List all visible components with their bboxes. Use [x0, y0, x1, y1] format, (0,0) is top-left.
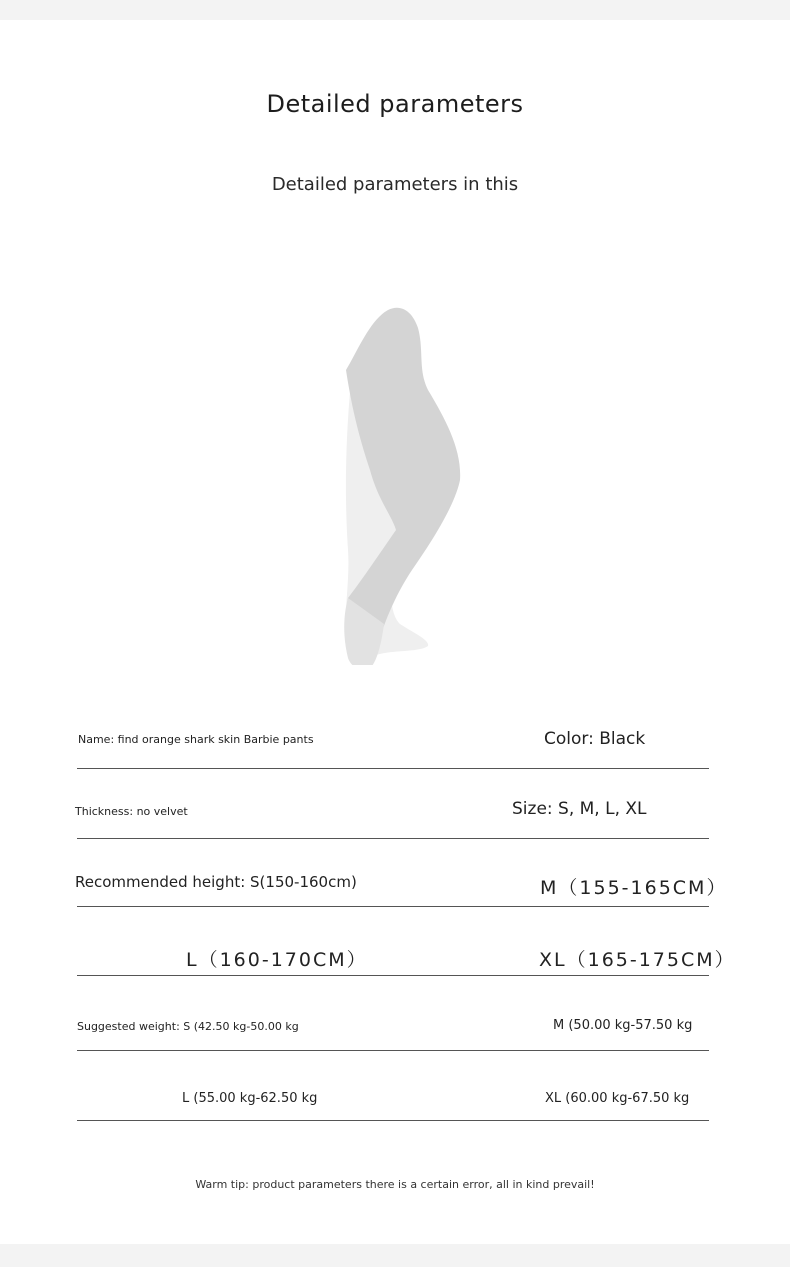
param-height-s: Recommended height: S(150-160cm): [75, 873, 357, 891]
param-height-l: L（160-170CM）: [186, 949, 368, 971]
param-thickness: Thickness: no velvet: [75, 805, 188, 818]
param-name: Name: find orange shark skin Barbie pants: [78, 733, 314, 746]
param-height-xl: XL（165-175CM）: [539, 949, 736, 971]
row-divider: [77, 906, 709, 907]
param-weight-xl: XL (60.00 kg-67.50 kg: [545, 1091, 690, 1106]
param-color: Color: Black: [544, 729, 646, 749]
param-weight-s: Suggested weight: S (42.50 kg-50.00 kg: [77, 1020, 299, 1033]
warm-tip: Warm tip: product parameters there is a certain error, all in kind prevail!: [195, 1178, 595, 1191]
param-weight-l: L (55.00 kg-62.50 kg: [182, 1091, 318, 1106]
page-title: Detailed parameters: [266, 90, 524, 118]
row-divider: [77, 838, 709, 839]
param-size: Size: S, M, L, XL: [512, 799, 647, 819]
row-divider: [77, 768, 709, 769]
row-divider: [77, 975, 709, 976]
page-subtitle: Detailed parameters in this: [271, 174, 519, 195]
row-divider: [77, 1120, 709, 1121]
param-weight-m: M (50.00 kg-57.50 kg: [553, 1018, 693, 1033]
param-height-m: M（155-165CM）: [540, 877, 728, 899]
product-image: [300, 280, 500, 665]
row-divider: [77, 1050, 709, 1051]
